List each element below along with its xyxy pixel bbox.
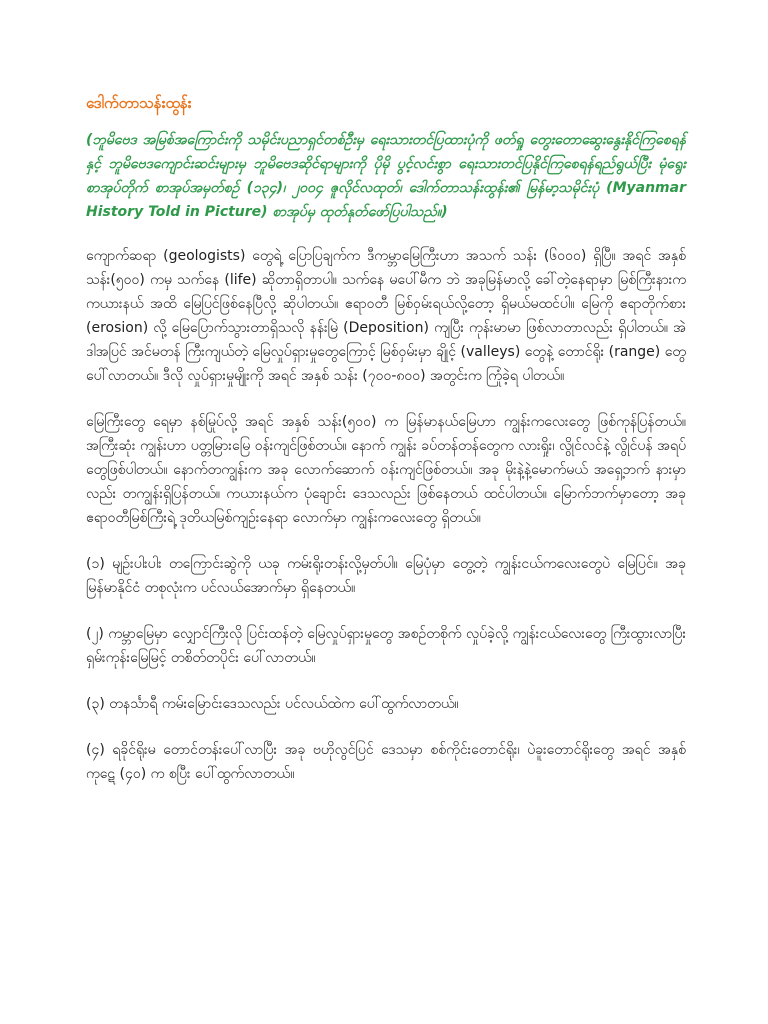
numbered-paragraph-1: (၁) မျဉ်းပါးပါး တကြောင်းဆွဲကို ယခု ကမ်းရိုးတန်းလို့မှတ်ပါ။ မြေပုံမှာ တွေ့တဲ့ ကျွန်းငယ်ကလေးတွေပဲ မြေပြင်။ အခု မြန်မာနိုင်ငံ တစုလုံးက ပင်လယ်အောက်မှာ ရှိနေတယ်။ xyxy=(86,556,686,596)
numbered-paragraph-2: (၂) ကမ္ဘာမြေမှာ လျှောင်ကြီးလို ပြင်းထန်တဲ့ မြေလှုပ်ရှားမှုတွေ အစဉ်တစိုက် လှုပ်ခဲ့လို့ ကျွန်းငယ်လေးတွေ ကြီးထွားလာပြီး ရှမ်းကုန်းမြေမြင့် တစိတ်တပိုင်း ပေါ်လာတယ်။ xyxy=(86,626,686,666)
author-heading: ဒေါက်တာသန်းထွန်း xyxy=(86,94,192,112)
document-page xyxy=(86,92,686,808)
body-paragraph-2: မြေကြီးတွေ ရေမှာ နစ်မြုပ်လို့ အရင် အနှစ် သန်း(၅၀၀) က မြန်မာနယ်မြေဟာ ကျွန်းကလေးတွေ ဖြစ်ကုန်ပြန်တယ်။ အကြီးဆုံး ကျွန်းဟာ ပတ္တမြားမြေ ဝန်းကျင်ဖြစ်တယ်။ နောက် ကျွန်း ခပ်တန်တန်တွေက လားရှိုး၊ လွိုင်လင်နဲ့ လွိုင်ပန် အရပ်တွေဖြစ်ပါတယ်။ နောက်တကျွန်းက အခု လောက်ဆောက် ဝန်းကျင်ဖြစ်တယ်။ အခု မိုးနဲ့နဲ့မောက်မယ် အရှေ့ဘက် နားမှာလည်း တကျွန်းရှိပြန်တယ်။ ကယားနယ်က ပုံချောင်း ဒေသလည်း ဖြစ်နေတယ် ထင်ပါတယ်။ မြောက်ဘက်မှာတော့ အခု ဧရာဝတီမြစ်ကြီးရဲ့ ဒုတိယမြစ်ကျဉ်းနေရာ လောက်မှာ ကျွန်းကလေးတွေ ရှိတယ်။ xyxy=(86,414,686,526)
body-paragraph-1: ကျောက်ဆရာ (geologists) တွေရဲ့ ပြောပြချက်က ဒီကမ္ဘာမြေကြီးဟာ အသက် သန်း (၆၀၀၀) ရှိပြီ။ အရင် အနှစ် သန်း(၅၀၀) ကမှ သက်နေ (life) ဆိုတာရှိတာပါ။ သက်နေ မပေါ်မီက ဘဲ အခုမြန်မာလို့ ခေါ်တဲ့နေရာမှာ မြစ်ကြီးနားက ကယားနယ် အထိ မြေပြင်ဖြစ်နေပြီလို့ ဆိုပါတယ်။ ဧရာဝတီ မြစ်ဝှမ်းရယ်လို့တော့ ရှိမယ်မထင်ပါ။ မြေကို ဧရာတိုက်စား (erosion) လို့ မြေပြောက်သွားတာရှိသလို နန်းမြဲ (Deposition) ကျပြီး ကုန်းမာမာ ဖြစ်လာတာလည်း ရှိပါတယ်။ အဲဒါအပြင် အင်မတန် ကြီးကျယ်တဲ့ မြေလှုပ်ရှားမှုတွေကြောင့် မြစ်ဝှမ်းမှာ ချိုင့် (valleys) တွေနဲ့ တောင်ရိုး (range) တွေ ပေါ်လာတယ်။ ဒီလို လှုပ်ရှားမှုမျိုးကို အရင် အနှစ် သန်း (၇၀၀-၈၀၀) အတွင်းက ကြုံခဲ့ရ ပါတယ်။ xyxy=(86,248,686,384)
numbered-paragraph-3: (၃) တနင်္သာရီ ကမ်းမြောင်းဒေသလည်း ပင်လယ်ထဲက ပေါ်ထွက်လာတယ်။ xyxy=(86,696,459,712)
numbered-paragraph-4: (၄) ရခိုင်ရိုးမ တောင်တန်းပေါ်လာပြီး အခု ဗဟိုလွင်ပြင် ဒေသမှာ စစ်ကိုင်းတောင်ရိုး၊ ပဲခူးတောင်ရိုးတွေ အရင် အနှစ် ကုဋေ (၄၀) က စပြီး ပေါ်ထွက်လာတယ်။ xyxy=(86,742,686,782)
intro-note: (ဘူမိဗေဒ အမြစ်အကြောင်းကို သမိုင်းပညာရှင်တစ်ဦးမှ ရေးသားတင်ပြထားပုံကို ဖတ်ရှု တွေးတောဆွေးနွေးနိုင်ကြစေရန်နှင့် ဘူမိဗေဒကျောင်းဆင်းများမှ ဘူမိဗေဒဆိုင်ရာများကို ပိုမို ပွင့်လင်းစွာ ရေးသားတင်ပြနိုင်ကြစေရန်ရည်ရွယ်ပြီး မုံရွေးစာအုပ်တိုက် စာအုပ်အမှတ်စဉ် (၁၃၄)၊ ၂၀၀၄ ဇူလိုင်လထုတ်၊ ဒေါက်တာသန်းထွန်း၏ မြန်မာ့သမိုင်းပုံ (Myanmar History Told in Picture) စာအုပ်မှ ထုတ်နုတ်ဖော်ပြပါသည်။) xyxy=(86,132,686,220)
